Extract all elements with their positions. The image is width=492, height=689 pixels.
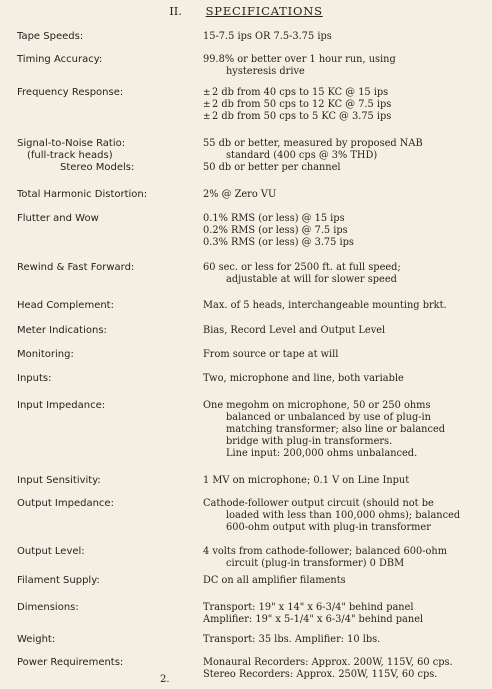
spec-value xyxy=(203,54,489,78)
spec-value-text: matching transformer; also line or balanced xyxy=(226,424,446,435)
spec-label-line: Rewind & Fast Forward: xyxy=(17,262,135,273)
spec-value-text: loaded with less than 100,000 ohms); balanced xyxy=(226,510,461,521)
spec-value-text: 15-7.5 ips OR 7.5-3.75 ips xyxy=(203,31,332,42)
section-header xyxy=(0,4,492,18)
spec-label-line: Power Requirements: xyxy=(17,657,124,668)
spec-value-line xyxy=(203,657,489,669)
spec-value-line xyxy=(203,498,489,510)
spec-value-text: Stereo Recorders: Approx. 250W, 115V, 60 cps. xyxy=(203,669,438,680)
section-number: II. xyxy=(169,4,182,18)
spec-label-line: Timing Accuracy: xyxy=(17,54,103,65)
spec-value-line xyxy=(203,54,489,66)
spec-label-line: Stereo Models: xyxy=(60,162,135,173)
spec-label-line: Input Sensitivity: xyxy=(17,475,101,486)
page-number: 2. xyxy=(160,674,170,685)
spec-label xyxy=(17,87,197,99)
spec-label-line: Dimensions: xyxy=(17,602,79,613)
spec-value-line xyxy=(203,436,489,448)
spec-value xyxy=(203,498,489,534)
spec-value-text: 1 MV on microphone; 0.1 V on Line Input xyxy=(203,475,410,486)
plus-minus-symbol: ± xyxy=(203,88,211,98)
spec-label xyxy=(17,575,197,587)
spec-value-line xyxy=(203,325,489,337)
spec-label xyxy=(17,300,197,312)
spec-value-text: Two, microphone and line, both variable xyxy=(203,373,404,384)
spec-label xyxy=(17,634,197,646)
spec-value-text: Line input: 200,000 ohms unbalanced. xyxy=(226,448,418,459)
spec-value-text: Cathode-follower output circuit (should not be xyxy=(203,498,434,509)
spec-value xyxy=(203,575,489,587)
spec-value-line xyxy=(203,31,489,43)
spec-label xyxy=(17,400,197,412)
spec-value-line xyxy=(203,189,489,201)
spec-value-text: circuit (plug-in transformer) 0 DBM xyxy=(226,558,405,569)
spec-value-line xyxy=(203,373,489,385)
spec-label xyxy=(17,373,197,385)
spec-value-line xyxy=(203,510,489,522)
spec-value xyxy=(203,262,489,286)
spec-value-text: adjustable at will for slower speed xyxy=(226,274,397,285)
spec-value-line xyxy=(203,602,489,614)
spec-label-line: Output Level: xyxy=(17,546,85,557)
section-title: SPECIFICATIONS xyxy=(205,4,323,18)
spec-value-line xyxy=(203,66,489,78)
spec-value-text: 2 db from 50 cps to 5 KC @ 3.75 ips xyxy=(212,111,392,122)
spec-value-text: 60 sec. or less for 2500 ft. at full speed; xyxy=(203,262,401,273)
spec-label xyxy=(17,31,197,43)
spec-value-line xyxy=(203,138,489,150)
spec-label xyxy=(17,138,197,174)
spec-value-text: 0.1% RMS (or less) @ 15 ips xyxy=(203,213,345,224)
spec-label-line: Filament Supply: xyxy=(17,575,100,586)
spec-value-line xyxy=(203,300,489,312)
spec-label-line: (full-track heads) xyxy=(27,150,113,161)
spec-label xyxy=(17,325,197,337)
spec-label xyxy=(17,189,197,201)
spec-value-text: From source or tape at will xyxy=(203,349,339,360)
spec-value xyxy=(203,475,489,487)
spec-value-line xyxy=(203,87,489,99)
spec-value-line xyxy=(203,400,489,412)
spec-value-line xyxy=(203,162,489,174)
spec-value-line xyxy=(203,614,489,626)
spec-value-text: Max. of 5 heads, interchangeable mounting brkt. xyxy=(203,300,447,311)
plus-minus-symbol: ± xyxy=(203,100,211,110)
spec-label xyxy=(17,54,197,66)
spec-value xyxy=(203,138,489,174)
spec-value xyxy=(203,213,489,249)
spec-value-line xyxy=(203,213,489,225)
spec-label-line: Inputs: xyxy=(17,373,52,384)
spec-value xyxy=(203,546,489,570)
spec-label-line: Meter Indications: xyxy=(17,325,107,336)
spec-value-text: standard (400 cps @ 3% THD) xyxy=(226,150,378,161)
spec-label-line: Tape Speeds: xyxy=(17,31,84,42)
spec-label xyxy=(17,262,197,274)
spec-label xyxy=(17,657,197,669)
spec-label-line: Weight: xyxy=(17,634,56,645)
spec-value-text: Amplifier: 19" x 5-1/4" x 6-3/4" behind panel xyxy=(203,614,424,625)
spec-value xyxy=(203,634,489,646)
spec-label xyxy=(17,475,197,487)
spec-value-line xyxy=(203,274,489,286)
spec-value-line xyxy=(203,225,489,237)
spec-label-line: Frequency Response: xyxy=(17,87,124,98)
spec-label-line: Head Complement: xyxy=(17,300,114,311)
spec-value-line xyxy=(203,150,489,162)
spec-value-text: 0.3% RMS (or less) @ 3.75 ips xyxy=(203,237,354,248)
spec-value-line xyxy=(203,349,489,361)
spec-value-line xyxy=(203,99,489,111)
spec-value-line xyxy=(203,262,489,274)
spec-value-line xyxy=(203,475,489,487)
spec-value-text: 600-ohm output with plug-in transformer xyxy=(226,522,431,533)
spec-value-text: bridge with plug-in transformers. xyxy=(226,436,393,447)
spec-value xyxy=(203,325,489,337)
spec-value-text: Monaural Recorders: Approx. 200W, 115V, 60 cps. xyxy=(203,657,453,668)
spec-value-text: 4 volts from cathode-follower; balanced 600-ohm xyxy=(203,546,447,557)
spec-value-text: 0.2% RMS (or less) @ 7.5 ips xyxy=(203,225,348,236)
spec-value xyxy=(203,657,489,681)
spec-value xyxy=(203,602,489,626)
spec-value xyxy=(203,189,489,201)
spec-value xyxy=(203,87,489,123)
spec-value xyxy=(203,373,489,385)
spec-value xyxy=(203,300,489,312)
spec-label xyxy=(17,546,197,558)
spec-value-text: 2 db from 50 cps to 12 KC @ 7.5 ips xyxy=(212,99,392,110)
spec-value-text: Transport: 35 lbs. Amplifier: 10 lbs. xyxy=(203,634,381,645)
plus-minus-symbol: ± xyxy=(203,112,211,122)
spec-value-text: DC on all amplifier filaments xyxy=(203,575,346,586)
spec-value-line xyxy=(203,111,489,123)
spec-label-line: Input Impedance: xyxy=(17,400,106,411)
spec-value-text: 50 db or better per channel xyxy=(203,162,341,173)
spec-value-text: 99.8% or better over 1 hour run, using xyxy=(203,54,396,65)
spec-label xyxy=(17,602,197,614)
spec-label xyxy=(17,349,197,361)
spec-value xyxy=(203,31,489,43)
spec-value-text: Bias, Record Level and Output Level xyxy=(203,325,386,336)
spec-value-line xyxy=(203,546,489,558)
spec-value-line xyxy=(203,522,489,534)
spec-value-text: 55 db or better, measured by proposed NAB xyxy=(203,138,423,149)
spec-value-line xyxy=(203,448,489,460)
spec-label-line: Signal-to-Noise Ratio: xyxy=(17,138,126,149)
spec-value-line xyxy=(203,237,489,249)
spec-label xyxy=(17,213,197,225)
spec-value-line xyxy=(203,575,489,587)
spec-value-text: balanced or unbalanced by use of plug-in xyxy=(226,412,431,423)
spec-value-line xyxy=(203,412,489,424)
spec-value-text: One megohm on microphone, 50 or 250 ohms xyxy=(203,400,431,411)
spec-label-line: Output Impedance: xyxy=(17,498,114,509)
spec-value-line xyxy=(203,669,489,681)
spec-value-text: hysteresis drive xyxy=(226,66,305,77)
spec-value-text: 2% @ Zero VU xyxy=(203,189,277,200)
spec-value-line xyxy=(203,558,489,570)
spec-label-line: Total Harmonic Distortion: xyxy=(17,189,148,200)
spec-value-text: 2 db from 40 cps to 15 KC @ 15 ips xyxy=(212,87,389,98)
spec-label xyxy=(17,498,197,510)
spec-value xyxy=(203,400,489,460)
spec-value xyxy=(203,349,489,361)
spec-value-line xyxy=(203,634,489,646)
spec-value-text: Transport: 19" x 14" x 6-3/4" behind panel xyxy=(203,602,414,613)
spec-value-line xyxy=(203,424,489,436)
spec-label-line: Monitoring: xyxy=(17,349,74,360)
spec-label-line: Flutter and Wow xyxy=(17,213,99,224)
